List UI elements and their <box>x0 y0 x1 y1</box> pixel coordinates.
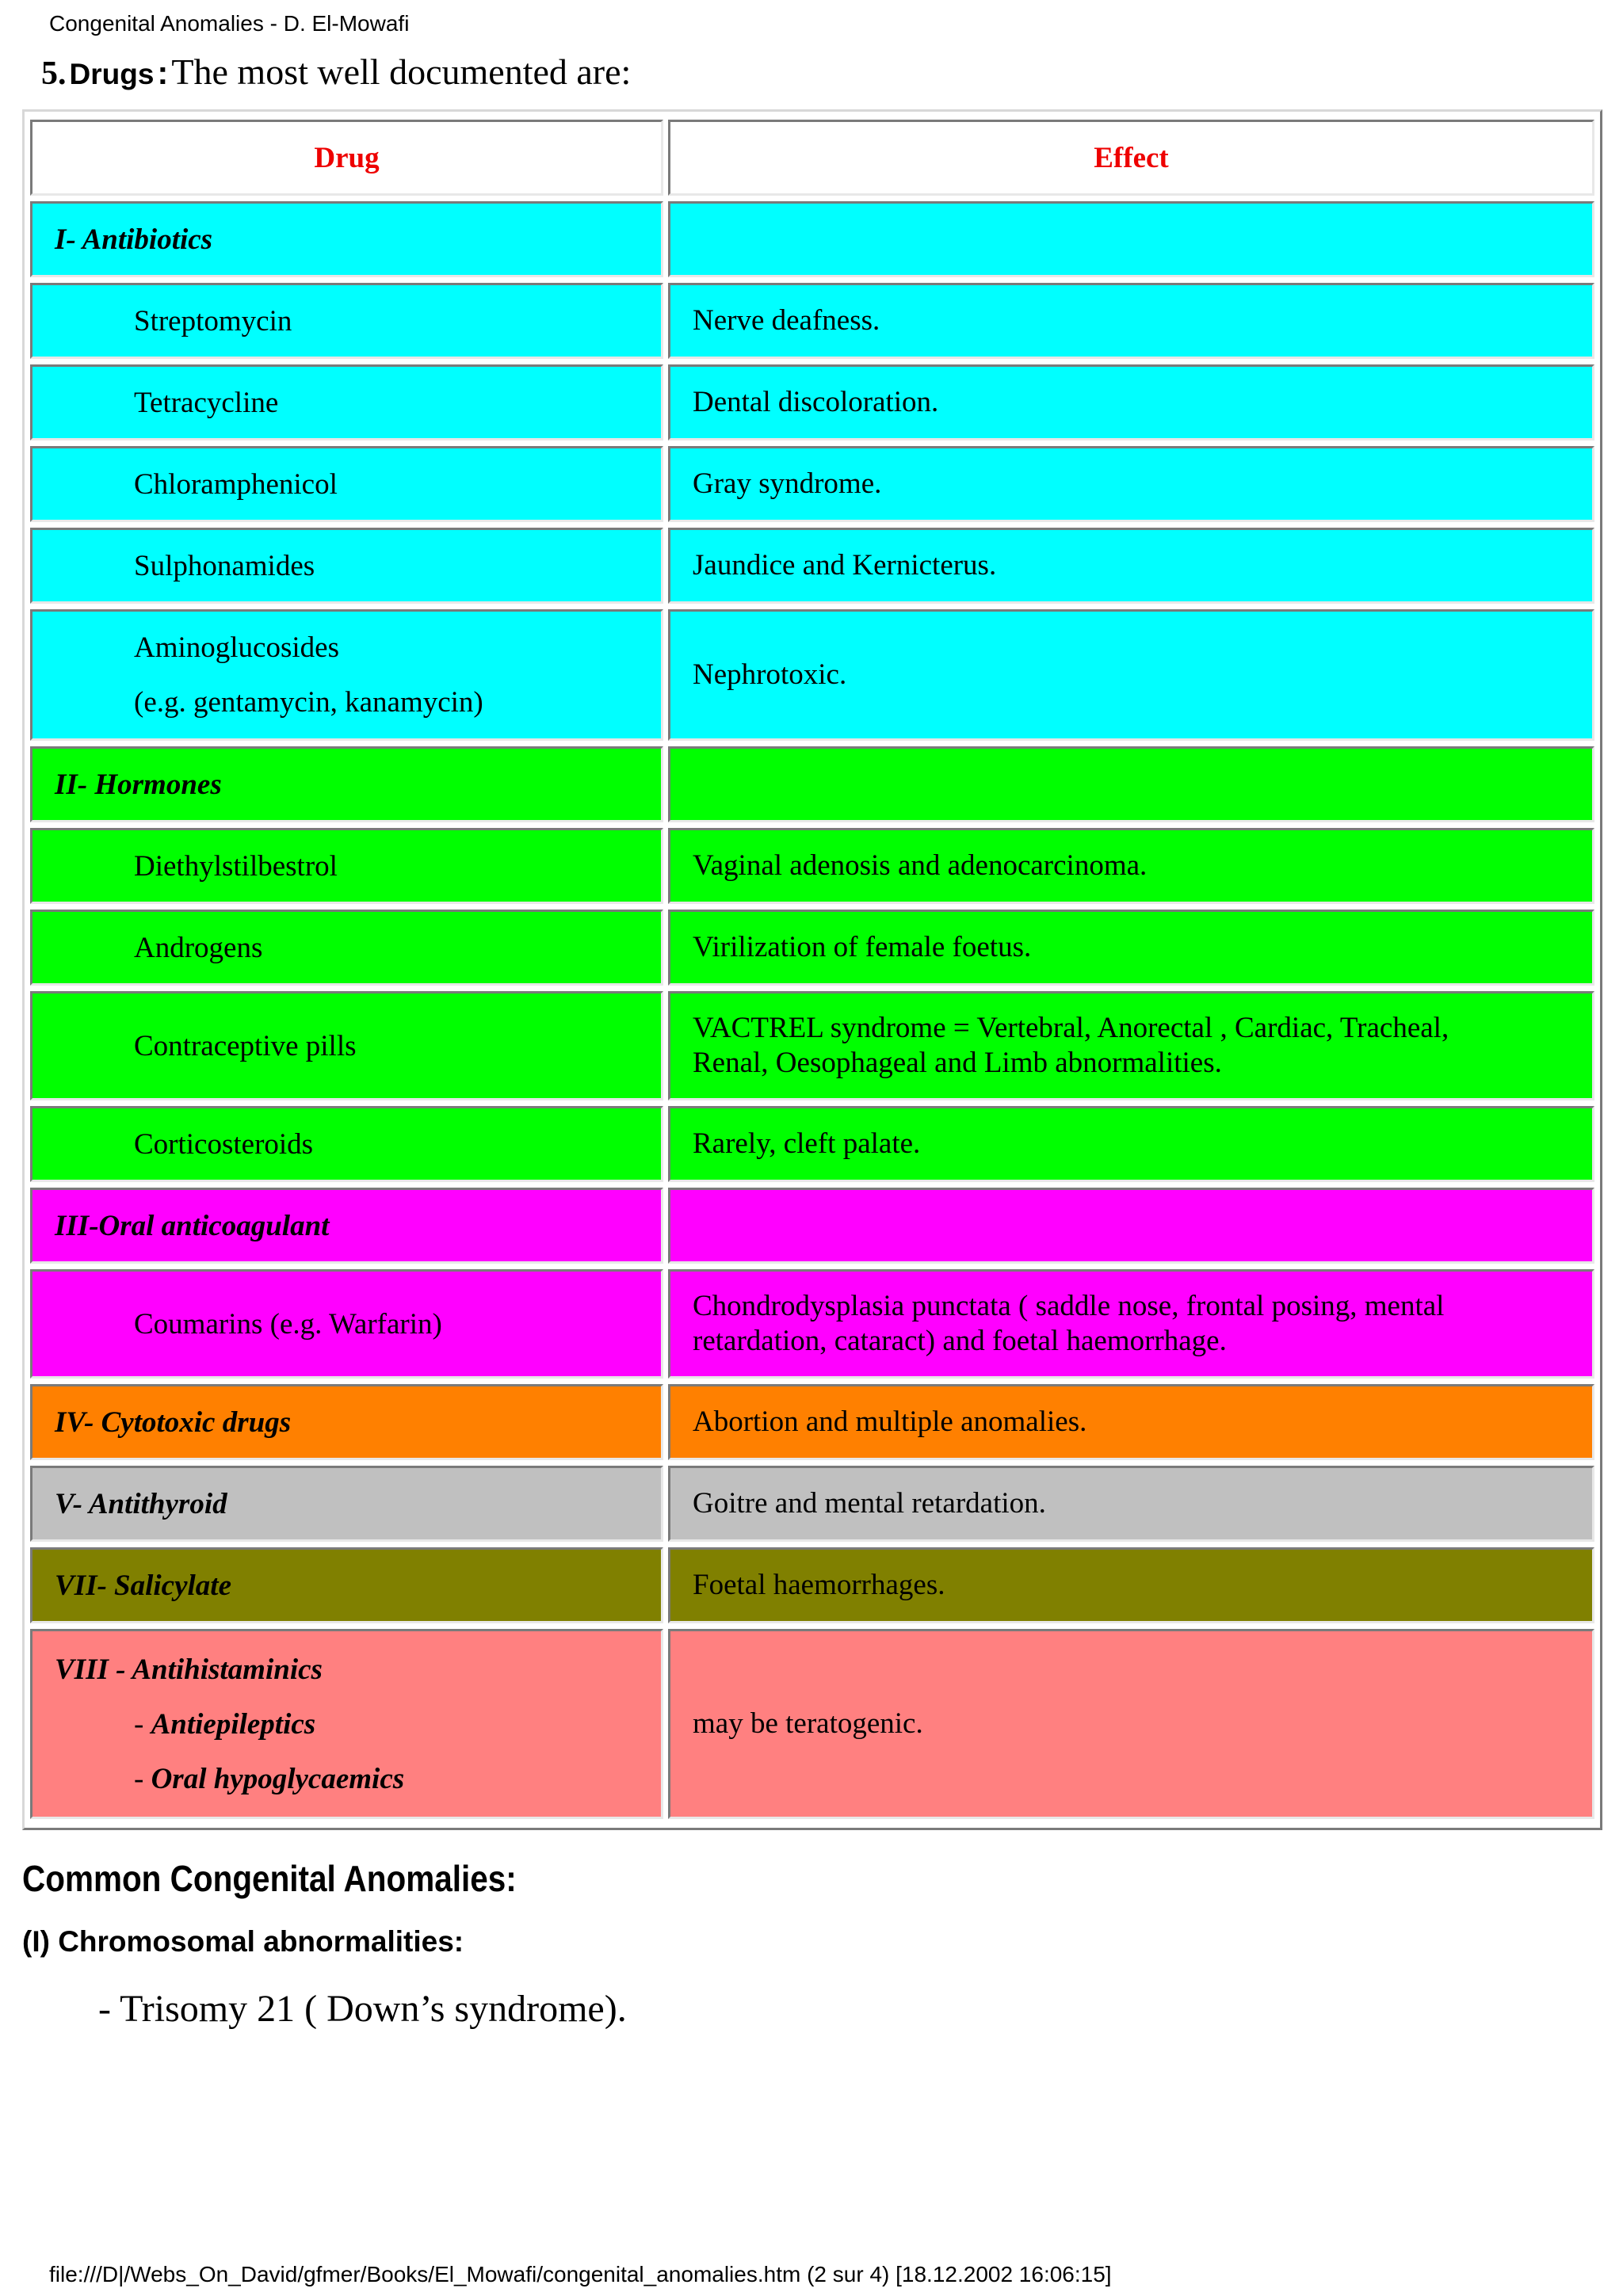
effect-cell-androgens: Virilization of female foetus. <box>668 910 1594 986</box>
effect-cell-hormones <box>668 746 1594 822</box>
category-cell-salicylate: VII- Salicylate <box>30 1547 663 1623</box>
effect-cell-salicylate: Foetal haemorrhages. <box>668 1547 1594 1623</box>
category-cell-oral-anticoagulant: III-Oral anticoagulant <box>30 1188 663 1264</box>
effect-cell-diethylstilbestrol: Vaginal adenosis and adenocarcinoma. <box>668 828 1594 904</box>
trisomy-list-item: - Trisomy 21 ( Down’s syndrome). <box>98 1988 627 2030</box>
section-heading <box>41 51 631 93</box>
section-text: The most well documented are: <box>171 51 632 92</box>
page-footer-url: file:///D|/Webs_On_David/gfmer/Books/El_Mowafi/congenital_anomalies.htm (2 sur 4) [18.12.2002 16:06:15] <box>49 2262 1112 2286</box>
effect-cell-chloramphenicol: Gray syndrome. <box>668 446 1594 522</box>
effect-cell-contraceptive-pills: VACTREL syndrome = Vertebral, Anorectal , Cardiac, Tracheal, Renal, Oesophageal and Limb abnormalities. <box>668 991 1594 1100</box>
drug-cell-streptomycin: Streptomycin <box>30 283 663 359</box>
effect-cell-oral-anticoagulant <box>668 1188 1594 1264</box>
section-number: 5. <box>41 55 67 92</box>
effect-cell-streptomycin: Nerve deafness. <box>668 283 1594 359</box>
effect-cell-coumarins: Chondrodysplasia punctata ( saddle nose, frontal posing, mental retardation, cataract) and foetal haemorrhage. <box>668 1269 1594 1379</box>
chromosomal-abnormalities-heading: (I) Chromosomal abnormalities: <box>22 1925 464 1958</box>
drug-cell-diethylstilbestrol: Diethylstilbestrol <box>30 828 663 904</box>
drug-cell-androgens: Androgens <box>30 910 663 986</box>
effect-cell-sulphonamides: Jaundice and Kernicterus. <box>668 528 1594 604</box>
drug-cell-tetracycline: Tetracycline <box>30 364 663 441</box>
column-header-drug: Drug <box>30 120 663 196</box>
section-label: Drugs <box>69 58 155 90</box>
section-colon: : <box>157 54 169 91</box>
common-anomalies-heading: Common Congenital Anomalies: <box>22 1858 517 1899</box>
category-cell-antibiotics: I- Antibiotics <box>30 201 663 277</box>
category-cell-cytotoxic-drugs: IV- Cytotoxic drugs <box>30 1384 663 1460</box>
category-cell-antihistaminics: VIII - Antihistaminics - Antiepileptics - Oral hypoglycaemics <box>30 1629 663 1819</box>
drug-cell-coumarins: Coumarins (e.g. Warfarin) <box>30 1269 663 1379</box>
effect-cell-cytotoxic-drugs: Abortion and multiple anomalies. <box>668 1384 1594 1460</box>
drug-cell-chloramphenicol: Chloramphenicol <box>30 446 663 522</box>
effect-cell-antihistaminics: may be teratogenic. <box>668 1629 1594 1819</box>
page-header: Congenital Anomalies - D. El-Mowafi <box>49 11 410 36</box>
column-header-effect: Effect <box>668 120 1594 196</box>
category-cell-hormones: II- Hormones <box>30 746 663 822</box>
effect-cell-aminoglucosides: Nephrotoxic. <box>668 609 1594 741</box>
effect-cell-tetracycline: Dental discoloration. <box>668 364 1594 441</box>
effect-cell-antibiotics <box>668 201 1594 277</box>
drug-cell-sulphonamides: Sulphonamides <box>30 528 663 604</box>
drug-cell-aminoglucosides: Aminoglucosides (e.g. gentamycin, kanamycin) <box>30 609 663 741</box>
category-cell-antithyroid: V- Antithyroid <box>30 1466 663 1542</box>
effect-cell-corticosteroids: Rarely, cleft palate. <box>668 1106 1594 1182</box>
drug-cell-contraceptive-pills: Contraceptive pills <box>30 991 663 1100</box>
drug-cell-corticosteroids: Corticosteroids <box>30 1106 663 1182</box>
effect-cell-antithyroid: Goitre and mental retardation. <box>668 1466 1594 1542</box>
